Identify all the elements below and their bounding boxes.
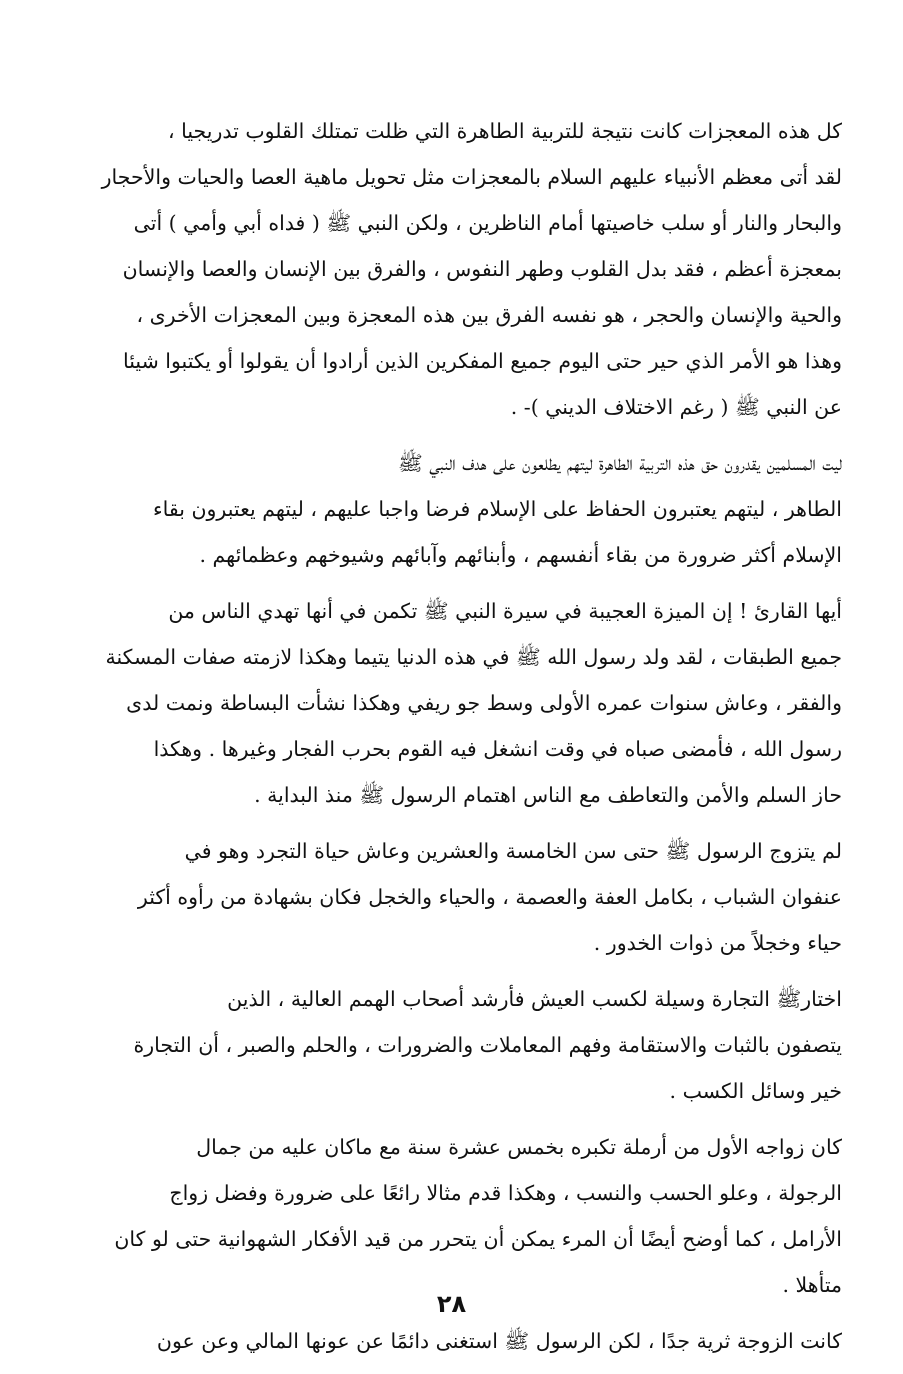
text-line: لقد أتى معظم الأنبياء عليهم السلام بالمعجزات مثل تحويل ماهية العصا والحيات والأحجار xyxy=(101,165,842,189)
text-line: عن النبي ﷺ ( رغم الاختلاف الديني )- . xyxy=(510,395,842,419)
text-line: حاز السلم والأمن والتعاطف مع الناس اهتمام الرسول ﷺ منذ البداية . xyxy=(254,783,842,807)
text-line: يتصفون بالثبات والاستقامة وفهم المعاملات والضرورات ، والحلم والصبر ، أن التجارة xyxy=(133,1033,842,1057)
text-line: الإسلام أكثر ضرورة من بقاء أنفسهم ، وأبنائهم وآبائهم وشيوخهم وعظمائهم . xyxy=(199,543,842,567)
paragraph xyxy=(62,1124,842,1308)
text-line: والحية والإنسان والحجر ، هو نفسه الفرق بين هذه المعجزة وبين المعجزات الأخرى ، xyxy=(136,303,842,327)
text-line: ليت المسلمين يقدرون حق هذه التربية الطاهرة ليتهم يطلعون على هدف النبي ﷺ xyxy=(397,451,842,475)
paragraph xyxy=(62,108,842,430)
text-line: عنفوان الشباب ، بكامل العفة والعصمة ، والحياء والخجل فكان بشهادة من رأوه أكثر xyxy=(137,885,842,909)
paragraph xyxy=(62,828,842,966)
text-line: رسول الله ، فأمضى صباه في وقت انشغل فيه القوم بحرب الفجار وغيرها . وهكذا xyxy=(153,737,842,761)
text-line: وهذا هو الأمر الذي حير حتى اليوم جميع المفكرين الذين أرادوا أن يقولوا أو يكتبوا شيئا xyxy=(122,349,842,373)
text-line: الطاهر ، ليتهم يعتبرون الحفاظ على الإسلام فرضا واجبا عليهم ، ليتهم يعتبرون بقاء xyxy=(152,497,842,521)
text-line: كانت الزوجة ثرية جدًا ، لكن الرسول ﷺ استغنى دائمًا عن عونها المالي وعن عون xyxy=(156,1329,842,1353)
text-line: الرجولة ، وعلو الحسب والنسب ، وهكذا قدم مثالا رائعًا على ضرورة وفضل زواج xyxy=(169,1181,842,1205)
page-number: ٢٨ xyxy=(436,1290,467,1318)
paragraph xyxy=(62,976,842,1114)
text-line: حياء وخجلاً من ذوات الخدور . xyxy=(593,931,842,955)
text-line: اختارﷺ التجارة وسيلة لكسب العيش فأرشد أصحاب الهمم العالية ، الذين xyxy=(227,987,842,1011)
text-line: جميع الطبقات ، لقد ولد رسول الله ﷺ في هذه الدنيا يتيما وهكذا لازمته صفات المسكنة xyxy=(105,645,842,669)
paragraph xyxy=(62,588,842,818)
text-line: خير وسائل الكسب . xyxy=(669,1079,842,1103)
text-line: الأرامل ، كما أوضح أيضًا أن المرء يمكن أن يتحرر من قيد الأفكار الشهوانية حتى لو كان xyxy=(114,1227,842,1251)
paragraph xyxy=(62,440,842,578)
text-line: لم يتزوج الرسول ﷺ حتى سن الخامسة والعشرين وعاش حياة التجرد وهو في xyxy=(184,839,842,863)
text-line: والبحار والنار أو سلب خاصيتها أمام الناظرين ، ولكن النبي ﷺ ( فداه أبي وأمي ) أتى xyxy=(133,211,842,235)
text-line: متأهلا . xyxy=(782,1273,842,1297)
text-line: كل هذه المعجزات كانت نتيجة للتربية الطاهرة التي ظلت تمتلك القلوب تدريجيا ، xyxy=(167,119,842,143)
body-text xyxy=(62,108,842,1374)
text-line: بمعجزة أعظم ، فقد بدل القلوب وطهر النفوس ، والفرق بين الإنسان والعصا والإنسان xyxy=(122,257,842,281)
text-line: أيها القارئ ! إن الميزة العجيبة في سيرة النبي ﷺ تكمن في أنها تهدي الناس من xyxy=(168,599,842,623)
text-line: كان زواجه الأول من أرملة تكبره بخمس عشرة سنة مع ماكان عليه من جمال xyxy=(196,1135,842,1159)
paragraph xyxy=(62,1318,842,1364)
text-line: والفقر ، وعاش سنوات عمره الأولى وسط جو ريفي وهكذا نشأت البساطة ونمت لدى xyxy=(126,691,842,715)
